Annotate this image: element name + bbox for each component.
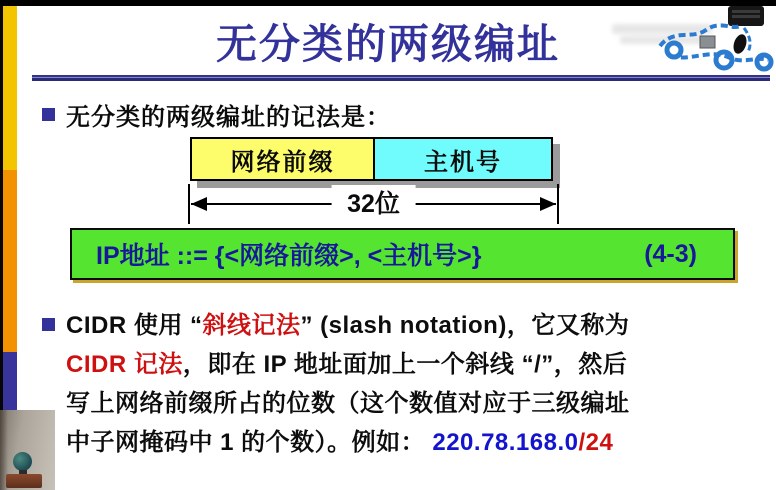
ip-address-formula-box bbox=[70, 228, 735, 280]
cidr-line-3 bbox=[66, 384, 772, 423]
arrow-end-tick-right bbox=[557, 184, 559, 224]
text-segment: 中子网掩码中 1 的个数）。例如： bbox=[66, 429, 433, 456]
host-number-label: 主机号 bbox=[424, 148, 502, 176]
host-number-box bbox=[373, 137, 553, 181]
example-prefix-length: /24 bbox=[578, 429, 614, 456]
network-prefix-box bbox=[190, 137, 375, 181]
sidebar-bar-orange bbox=[3, 170, 17, 352]
example-ip-address: 220.78.168.0 bbox=[432, 429, 579, 456]
text-segment: CIDR 使用 “ bbox=[66, 312, 203, 339]
cidr-line-2 bbox=[66, 345, 772, 384]
arrow-head-right-icon bbox=[540, 197, 556, 211]
cidr-paragraph bbox=[66, 306, 772, 462]
cidr-line-1 bbox=[66, 306, 772, 345]
bullet1-text: 无分类的两级编址的记法是： bbox=[66, 104, 391, 131]
sidebar-bar-indigo bbox=[3, 352, 17, 410]
width-arrow bbox=[188, 184, 559, 224]
text-segment: ，即在 IP 地址面加上一个斜线 “/”，然后 bbox=[182, 351, 628, 378]
title-divider bbox=[32, 75, 770, 81]
bullet-square-icon bbox=[42, 108, 55, 121]
webcam-overlay bbox=[0, 410, 55, 490]
arrow-head-left-icon bbox=[191, 197, 207, 211]
network-prefix-label: 网络前缀 bbox=[230, 148, 335, 176]
width-32bit-label: 32位 bbox=[331, 185, 416, 223]
text-segment: 写上网络前缀所占的位数（这个数值对应于三级编址 bbox=[66, 390, 630, 417]
bullet-square-icon bbox=[42, 318, 55, 331]
formula-text: IP地址 ::= {<网络前缀>, <主机号>} bbox=[96, 242, 482, 270]
arrow-end-tick-left bbox=[188, 184, 190, 224]
text-segment: ” (slash notation)，它又称为 bbox=[300, 312, 630, 339]
text-segment-red: CIDR 记法 bbox=[66, 351, 183, 378]
formula-ref: (4-3) bbox=[644, 239, 697, 268]
address-structure-diagram bbox=[190, 137, 553, 181]
text-segment-red: 斜线记法 bbox=[202, 312, 301, 339]
cidr-line-4 bbox=[66, 423, 772, 462]
wooden-stand bbox=[6, 474, 42, 488]
page-title: 无分类的两级编址 bbox=[216, 21, 560, 67]
globe-icon bbox=[13, 452, 32, 471]
